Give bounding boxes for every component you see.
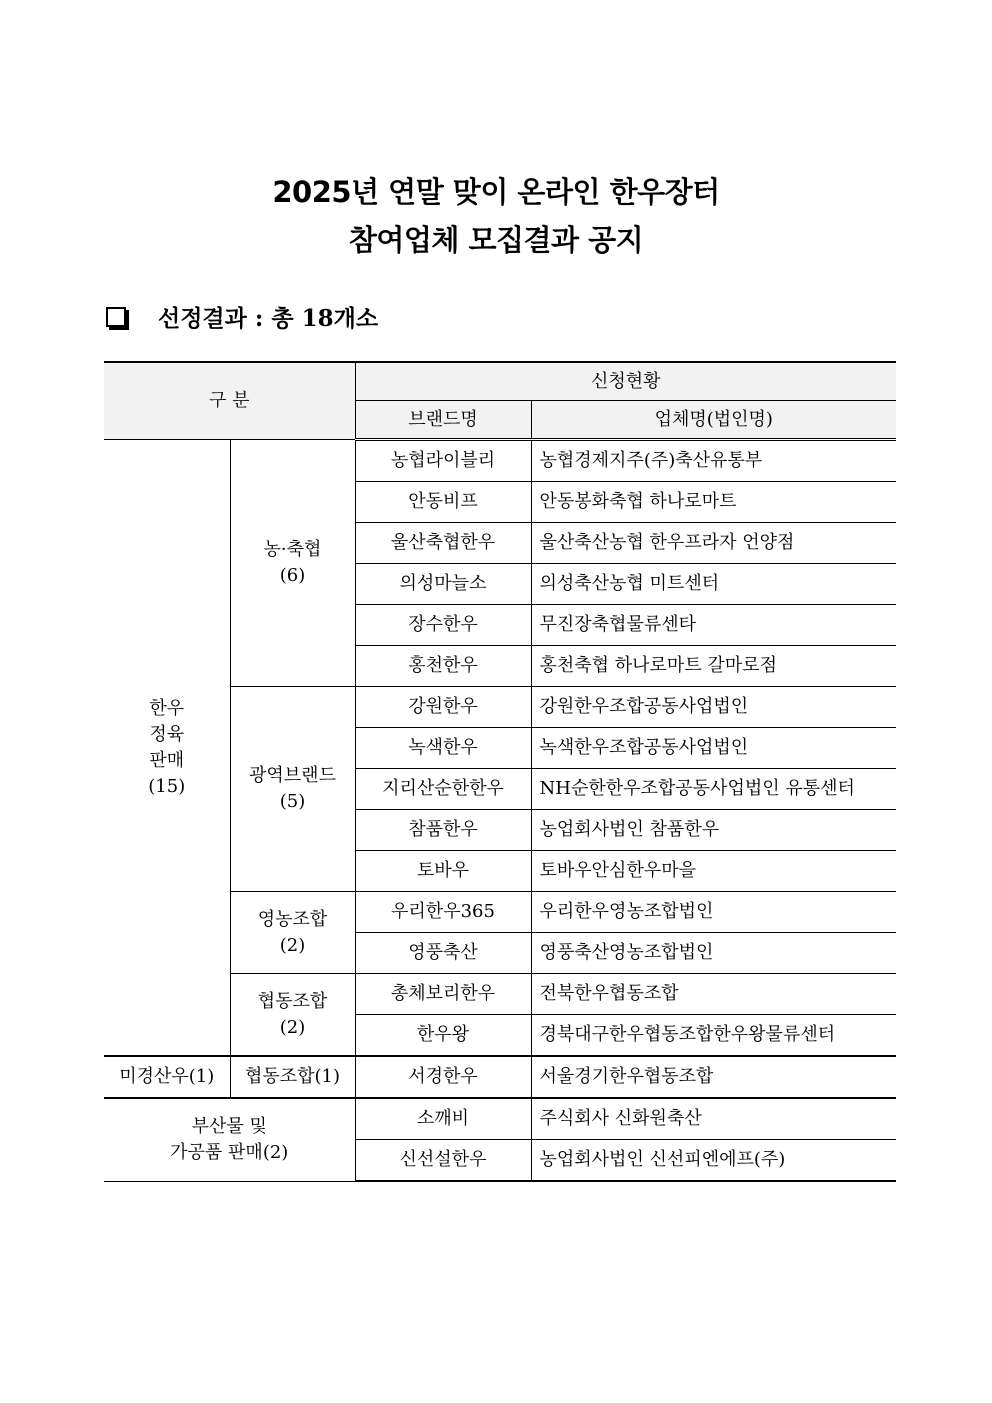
group-label-line: (15) [148, 775, 186, 797]
group-label-line: 광역브랜드 [249, 765, 336, 786]
header-company: 업체명(법인명) [531, 401, 896, 440]
brand-cell: 홍천한우 [355, 646, 531, 687]
section-heading [106, 300, 378, 333]
table-row [104, 1098, 896, 1140]
company-cell: 서울경기한우협동조합 [531, 1056, 896, 1098]
group-farming-union [230, 892, 355, 974]
company-cell: 안동봉화축협 하나로마트 [531, 482, 896, 523]
group-label-line: (2) [279, 1016, 306, 1038]
table-row [104, 1056, 896, 1098]
group-label-line: 정육 [149, 723, 185, 745]
group-label-line: 부산물 및 [191, 1115, 267, 1137]
brand-cell: 녹색한우 [355, 728, 531, 769]
page-title-line-2: 참여업체 모집결과 공지 [348, 223, 644, 257]
company-cell: 경북대구한우협동조합한우왕물류센터 [531, 1015, 896, 1057]
brand-cell: 토바우 [355, 851, 531, 892]
group-mikyeong: 미경산우(1) [104, 1056, 230, 1098]
brand-cell: 참품한우 [355, 810, 531, 851]
group-label-line: 농·축협 [263, 539, 322, 560]
table-row [104, 440, 896, 482]
company-cell: 의성축산농협 미트센터 [531, 564, 896, 605]
brand-cell: 울산축협한우 [355, 523, 531, 564]
group-cooperative [230, 974, 355, 1057]
group-label-line: 영농조합 [257, 908, 328, 930]
brand-cell: 장수한우 [355, 605, 531, 646]
checkbox-icon [106, 307, 126, 327]
company-cell: 강원한우조합공동사업법인 [531, 687, 896, 728]
brand-cell: 신선설한우 [355, 1140, 531, 1182]
brand-cell: 우리한우365 [355, 892, 531, 933]
brand-cell: 한우왕 [355, 1015, 531, 1057]
results-table [104, 361, 896, 1182]
brand-cell: 의성마늘소 [355, 564, 531, 605]
company-cell: 농업회사법인 참품한우 [531, 810, 896, 851]
brand-cell: 소깨비 [355, 1098, 531, 1140]
company-cell: 농협경제지주(주)축산유통부 [531, 440, 896, 482]
group-label-line: 한우 [149, 697, 185, 719]
header-application-status: 신청현황 [355, 362, 896, 401]
group-label-line: 판매 [149, 749, 185, 771]
group-mikyeong-coop: 협동조합(1) [230, 1056, 355, 1098]
company-cell: 전북한우협동조합 [531, 974, 896, 1015]
group-label-line: (6) [279, 565, 306, 586]
company-cell: 우리한우영농조합법인 [531, 892, 896, 933]
company-cell: 토바우안심한우마을 [531, 851, 896, 892]
company-cell: 녹색한우조합공동사업법인 [531, 728, 896, 769]
brand-cell: 영풍축산 [355, 933, 531, 974]
company-cell: 농업회사법인 신선피엔에프(주) [531, 1140, 896, 1182]
company-cell: 무진장축협물류센타 [531, 605, 896, 646]
company-cell: 홍천축협 하나로마트 갈마로점 [531, 646, 896, 687]
section-label: 선정결과 : 총 18개소 [158, 305, 379, 332]
header-brand: 브랜드명 [355, 401, 531, 440]
header-category: 구 분 [104, 362, 355, 440]
group-regional-brand [230, 687, 355, 892]
brand-cell: 농협라이블리 [355, 440, 531, 482]
company-cell: 울산축산농협 한우프라자 언양점 [531, 523, 896, 564]
brand-cell: 지리산순한한우 [355, 769, 531, 810]
page-title-line-1: 2025년 연말 맞이 온라인 한우장터 [272, 175, 720, 209]
brand-cell: 강원한우 [355, 687, 531, 728]
brand-cell: 안동비프 [355, 482, 531, 523]
group-label-line: 가공품 판매(2) [170, 1141, 289, 1163]
company-cell: 주식회사 신화원축산 [531, 1098, 896, 1140]
group-hanwoo [104, 440, 230, 1057]
brand-cell: 총체보리한우 [355, 974, 531, 1015]
group-byproducts [104, 1098, 355, 1181]
group-label-line: (5) [279, 791, 306, 812]
group-nonghyup [230, 440, 355, 687]
company-cell: NH순한한우조합공동사업법인 유통센터 [531, 769, 896, 810]
brand-cell: 서경한우 [355, 1056, 531, 1098]
company-cell: 영풍축산영농조합법인 [531, 933, 896, 974]
group-label-line: 협동조합 [257, 990, 328, 1012]
group-label-line: (2) [279, 934, 306, 956]
